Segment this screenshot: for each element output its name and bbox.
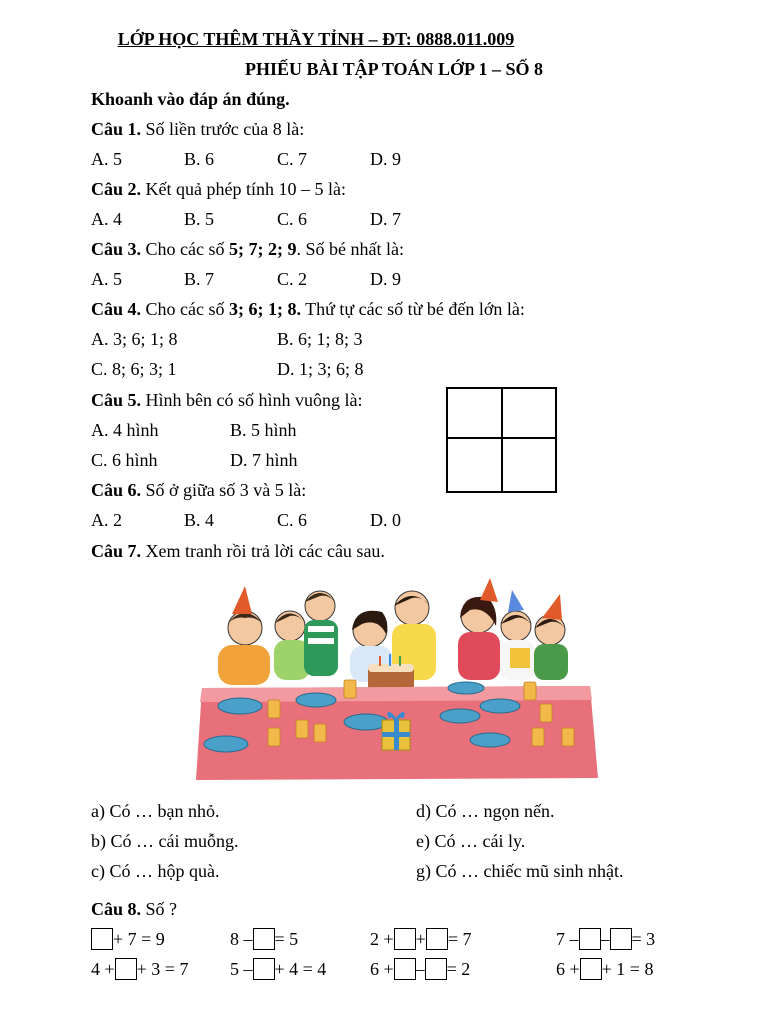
equation-text: = 7 bbox=[447, 929, 472, 949]
q5-option-d[interactable]: D. 7 hình bbox=[230, 450, 298, 470]
question-text: Thứ tự các số từ bé đến lớn là: bbox=[300, 299, 525, 319]
q2-option-d[interactable]: D. 7 bbox=[370, 209, 401, 229]
worksheet-title: PHIẾU BÀI TẬP TOÁN LỚP 1 – SỐ 8 bbox=[244, 59, 544, 79]
equation-1 bbox=[91, 928, 165, 950]
equation-text: – bbox=[415, 959, 425, 979]
question-numbers: 3; 6; 1; 8. bbox=[229, 299, 301, 319]
question-text: . Số bé nhất là: bbox=[296, 239, 404, 259]
equation-text: + 3 = 7 bbox=[136, 959, 189, 979]
question-label: Câu 7. bbox=[91, 541, 142, 561]
q2-option-b[interactable]: B. 5 bbox=[184, 209, 215, 229]
equation-2 bbox=[230, 928, 298, 950]
equation-4 bbox=[556, 928, 655, 950]
equation-text: = 3 bbox=[631, 929, 656, 949]
equation-3 bbox=[370, 928, 471, 950]
answer-box[interactable] bbox=[253, 958, 275, 980]
question-1 bbox=[91, 118, 304, 140]
question-text: Cho các số bbox=[141, 299, 229, 319]
question-label: Câu 5. bbox=[91, 390, 142, 410]
q2-option-a[interactable]: A. 4 bbox=[91, 209, 122, 229]
question-label: Câu 2. bbox=[91, 179, 142, 199]
q1-option-a[interactable]: A. 5 bbox=[91, 149, 122, 169]
question-numbers: 5; 7; 2; 9 bbox=[229, 239, 297, 259]
q5-option-a[interactable]: A. 4 hình bbox=[91, 420, 159, 440]
answer-box[interactable] bbox=[426, 928, 448, 950]
birthday-party-illustration bbox=[190, 578, 600, 786]
q7-item-e: e) Có … cái ly. bbox=[416, 831, 526, 851]
q1-option-b[interactable]: B. 6 bbox=[184, 149, 215, 169]
q7-item-g: g) Có … chiếc mũ sinh nhật. bbox=[416, 861, 624, 881]
q4-option-c[interactable]: C. 8; 6; 3; 1 bbox=[91, 359, 177, 379]
q7-item-b: b) Có … cái muỗng. bbox=[91, 831, 239, 851]
question-text: Số ? bbox=[141, 899, 178, 919]
q7-item-a: a) Có … bạn nhỏ. bbox=[91, 801, 220, 821]
question-4 bbox=[91, 298, 525, 320]
answer-box[interactable] bbox=[610, 928, 632, 950]
q3-option-a[interactable]: A. 5 bbox=[91, 269, 122, 289]
question-text: Hình bên có số hình vuông là: bbox=[141, 390, 363, 410]
equation-8 bbox=[556, 958, 653, 980]
school-header: LỚP HỌC THÊM THẦY TỈNH – ĐT: 0888.011.009 bbox=[117, 29, 515, 49]
q6-option-c[interactable]: C. 6 bbox=[277, 510, 308, 530]
question-text: Xem tranh rồi trả lời các câu sau. bbox=[141, 541, 385, 561]
q7-item-d: d) Có … ngọn nến. bbox=[416, 801, 555, 821]
question-3 bbox=[91, 238, 404, 260]
q7-item-c: c) Có … hộp quà. bbox=[91, 861, 220, 881]
q4-option-b[interactable]: B. 6; 1; 8; 3 bbox=[277, 329, 363, 349]
answer-box[interactable] bbox=[394, 958, 416, 980]
question-label: Câu 4. bbox=[91, 299, 142, 319]
q1-option-d[interactable]: D. 9 bbox=[370, 149, 401, 169]
q3-option-d[interactable]: D. 9 bbox=[370, 269, 401, 289]
q3-option-c[interactable]: C. 2 bbox=[277, 269, 308, 289]
instruction: Khoanh vào đáp án đúng. bbox=[91, 89, 290, 109]
answer-box[interactable] bbox=[91, 928, 113, 950]
q6-option-a[interactable]: A. 2 bbox=[91, 510, 122, 530]
equation-text: 6 + bbox=[556, 959, 580, 979]
answer-box[interactable] bbox=[580, 958, 602, 980]
question-2 bbox=[91, 178, 346, 200]
question-text: Cho các số bbox=[141, 239, 229, 259]
q6-option-d[interactable]: D. 0 bbox=[370, 510, 401, 530]
equation-text: = 2 bbox=[446, 959, 471, 979]
question-5 bbox=[91, 389, 363, 411]
question-6 bbox=[91, 479, 306, 501]
square-grid-figure bbox=[446, 387, 557, 493]
equation-text: 8 – bbox=[230, 929, 253, 949]
answer-box[interactable] bbox=[253, 928, 275, 950]
answer-box[interactable] bbox=[394, 928, 416, 950]
answer-box[interactable] bbox=[425, 958, 447, 980]
equation-6 bbox=[230, 958, 326, 980]
equation-text: = 5 bbox=[274, 929, 299, 949]
equation-5 bbox=[91, 958, 188, 980]
equation-text: 5 – bbox=[230, 959, 253, 979]
q4-option-a[interactable]: A. 3; 6; 1; 8 bbox=[91, 329, 178, 349]
q1-option-c[interactable]: C. 7 bbox=[277, 149, 308, 169]
question-text: Số ở giữa số 3 và 5 là: bbox=[141, 480, 307, 500]
equation-text: + 7 = 9 bbox=[113, 929, 165, 949]
question-text: Số liền trước của 8 là: bbox=[141, 119, 305, 139]
question-label: Câu 8. bbox=[91, 899, 142, 919]
question-label: Câu 1. bbox=[91, 119, 142, 139]
q5-option-b[interactable]: B. 5 hình bbox=[230, 420, 297, 440]
q5-option-c[interactable]: C. 6 hình bbox=[91, 450, 158, 470]
equation-text: + 4 = 4 bbox=[274, 959, 327, 979]
answer-box[interactable] bbox=[579, 928, 601, 950]
question-text: Kết quả phép tính 10 – 5 là: bbox=[141, 179, 346, 199]
equation-text: + bbox=[415, 929, 426, 949]
question-8 bbox=[91, 898, 177, 920]
equation-text: 4 + bbox=[91, 959, 115, 979]
equation-text: + 1 = 8 bbox=[601, 959, 654, 979]
equation-text: 2 + bbox=[370, 929, 394, 949]
equation-text: 6 + bbox=[370, 959, 394, 979]
equation-7 bbox=[370, 958, 470, 980]
question-7 bbox=[91, 540, 385, 562]
answer-box[interactable] bbox=[115, 958, 137, 980]
q6-option-b[interactable]: B. 4 bbox=[184, 510, 215, 530]
q4-option-d[interactable]: D. 1; 3; 6; 8 bbox=[277, 359, 364, 379]
q2-option-c[interactable]: C. 6 bbox=[277, 209, 308, 229]
equation-text: 7 – bbox=[556, 929, 579, 949]
equation-text: – bbox=[600, 929, 610, 949]
q3-option-b[interactable]: B. 7 bbox=[184, 269, 215, 289]
question-label: Câu 3. bbox=[91, 239, 142, 259]
question-label: Câu 6. bbox=[91, 480, 142, 500]
